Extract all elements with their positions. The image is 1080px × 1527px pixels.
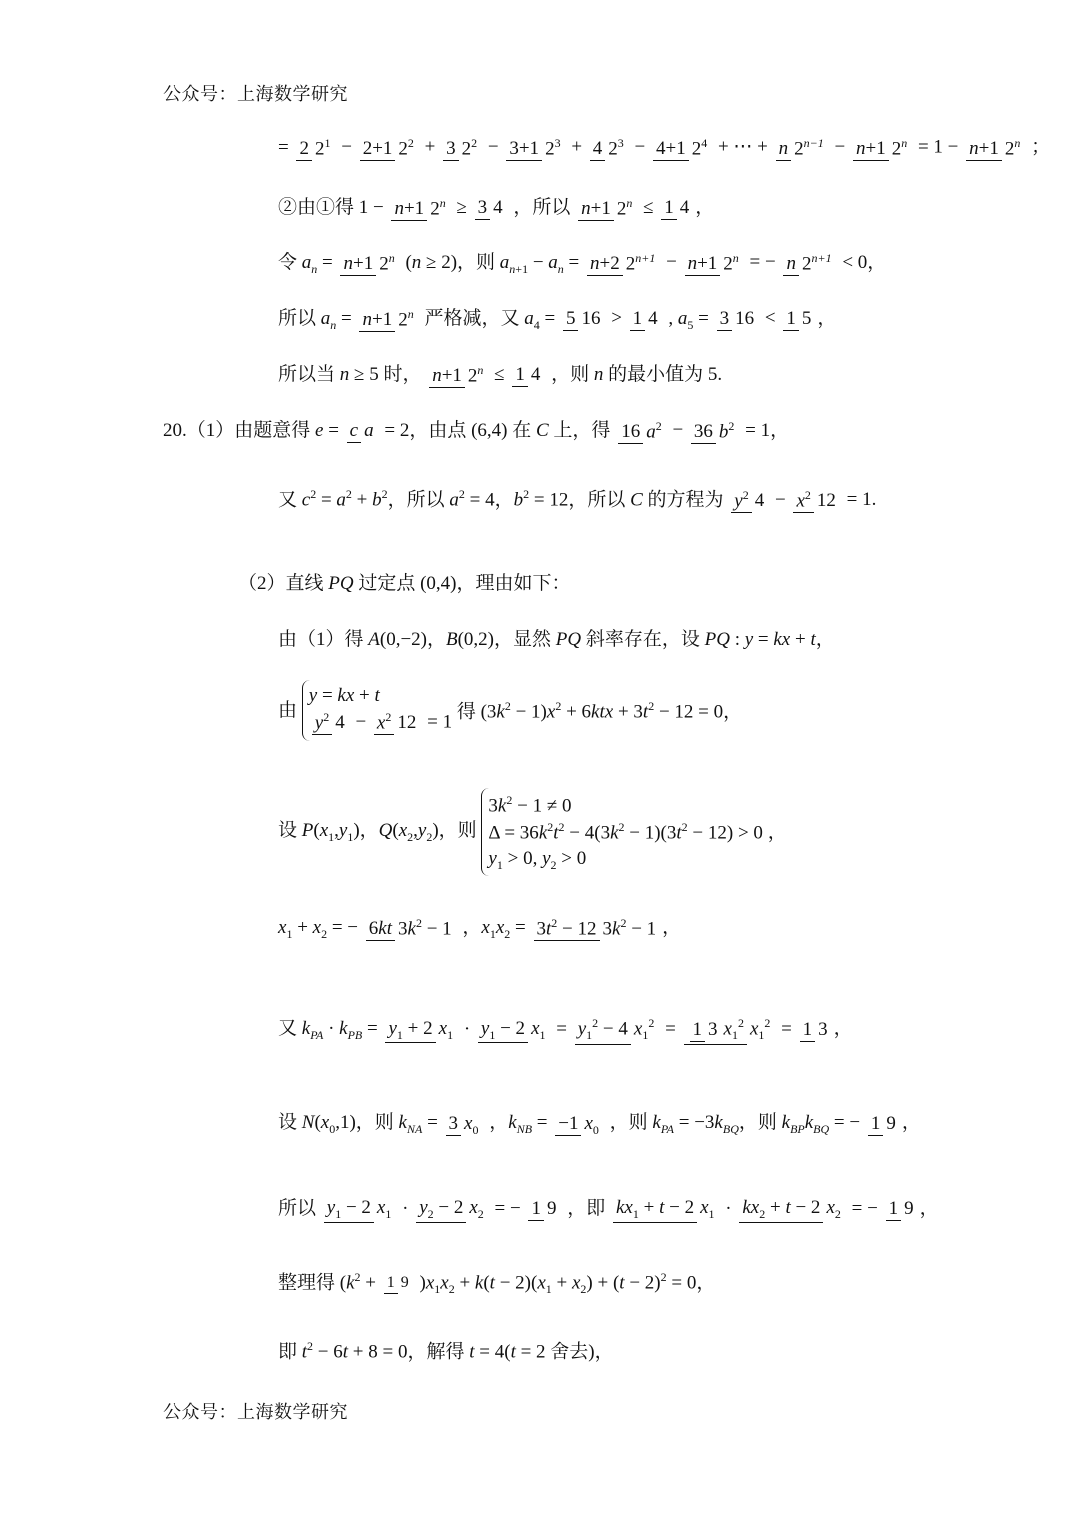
formula-line-5: 所以当 n ≥ 5 时， n+1 2$^n$ ≤ 1 4 ，则 n 的最小值为 5. — [278, 363, 723, 387]
formula-line-2: ②由①得 1 − n+1 2$^n$ ≥ 3 4 ，所以 n+1 2$^n$ ≤ 1 4 ， — [278, 196, 715, 220]
problem-20-part-2: （2）直线 PQ 过定点 (0,4)，理由如下： — [238, 573, 571, 594]
formula-line-15: 所以 $y_1 - 2$ $x_1 \cdot y_2 - 2$ $x_2$ = − 1 9 ，即 $kx_1 + t - 2$ $x_1 \cdot kx_2 + t - 2$ $x_2$ = − 1 9 ， — [278, 1197, 939, 1221]
formula-line-9: 由（1）得 A(0,−2)，B(0,2)，显然 PQ 斜率存在，设 PQ : y = kx + t， — [278, 629, 835, 650]
formula-line-17: 即 $t^2 - 6t + 8 = 0$，解得 t = 4(t = 2 舍去)， — [278, 1339, 614, 1363]
formula-line-12: $x_1 + x_2$ = − 6kt $3k^2 - 1$ ，$x_1x_2 = 3t^2 - 12$ $3k^2 - 1$ ， — [278, 916, 682, 941]
page-header: 公众号：上海数学研究 — [163, 84, 348, 104]
formula-line-7: 又 $c^2 = a^2 + b^2$，所以 $a^2 = 4$，$b^2 = 12$，所以 C 的方程为 $y^2$ $4 - x^2$ 12 = 1. — [278, 487, 877, 512]
formula-line-16: 整理得 ($k^2 + 1$ 9 )$x_1x_2 + k(t - 2)(x_1 + x_2) + (t - 2)^2 = 0$， — [278, 1270, 716, 1297]
formula-line-11: 设 $P(x_1,y_1)$，$Q(x_2,y_2)$，则 $3k^2 - 1 \ne 0$ $\Delta = 36k^2t^2 - 4(3k^2 - 1)(3t^2 - 12) > 0$ $y_1 > 0$, $y_2 > 0$ ， — [278, 788, 787, 876]
page-footer: 公众号：上海数学研究 — [163, 1402, 348, 1422]
formula-line-13: 又 $k_{PA} \cdot k_{PB} = y_1 + 2$ $x_1 \cdot y_1 - 2$ $x_1 = y_1^2 - 4$ $x_1^2 = 1$ 3 $x_1^2$ $x_1^2 = 1$ 3 ， — [278, 1015, 853, 1045]
formula-line-14: 设 $N(x_0,1)$，则 $k_{NA} = 3$ $x_0$ ，$k_{NB} = -1$ $x_0$ ，则 $k_{PA} = -3k_{BQ}$，则 $k_{BP}k_{BQ}$ = − 1 9 ， — [278, 1112, 921, 1137]
formula-line-3: 令 $a_n = n+1$ 2$^n$ (n ≥ 2)，则 $a_{n+1} - a_n = n+2$ $2^{n+1} - n+1$ $2^n$ = − n $2^{n+1} < 0$， — [278, 251, 887, 276]
formula-line-1: = 2 $2^1 - 2+1$ $2^2 + 3$ $2^2 - 3+1$ $2^3 + 4$ $2^3 - 4+1$ $2^4$ + ⋯ + n $2^{n-1} - n+1$ $2^n = 1 - n+1$ 2$^n$ ； — [278, 136, 1051, 160]
formula-line-4: 所以 $a_n = n+1$ 2$^n$ 严格减，又 $a_4 = 5$ 16 > 1 4 , $a_5 = 3$ 16 < 1 5 ， — [278, 307, 837, 332]
formula-line-10: 由 y = kx + t $y^2$ $4 - x^2$ 12 = 1 得 $(3k^2 - 1)x^2 + 6ktx + 3t^2 - 12 = 0$， — [278, 680, 742, 741]
problem-20-part-1: 20.（1）由题意得 e = c a = 2，由点 (6,4) 在 C 上，得 16 $a^2 - 36$ $b^2 = 1$， — [163, 419, 790, 443]
